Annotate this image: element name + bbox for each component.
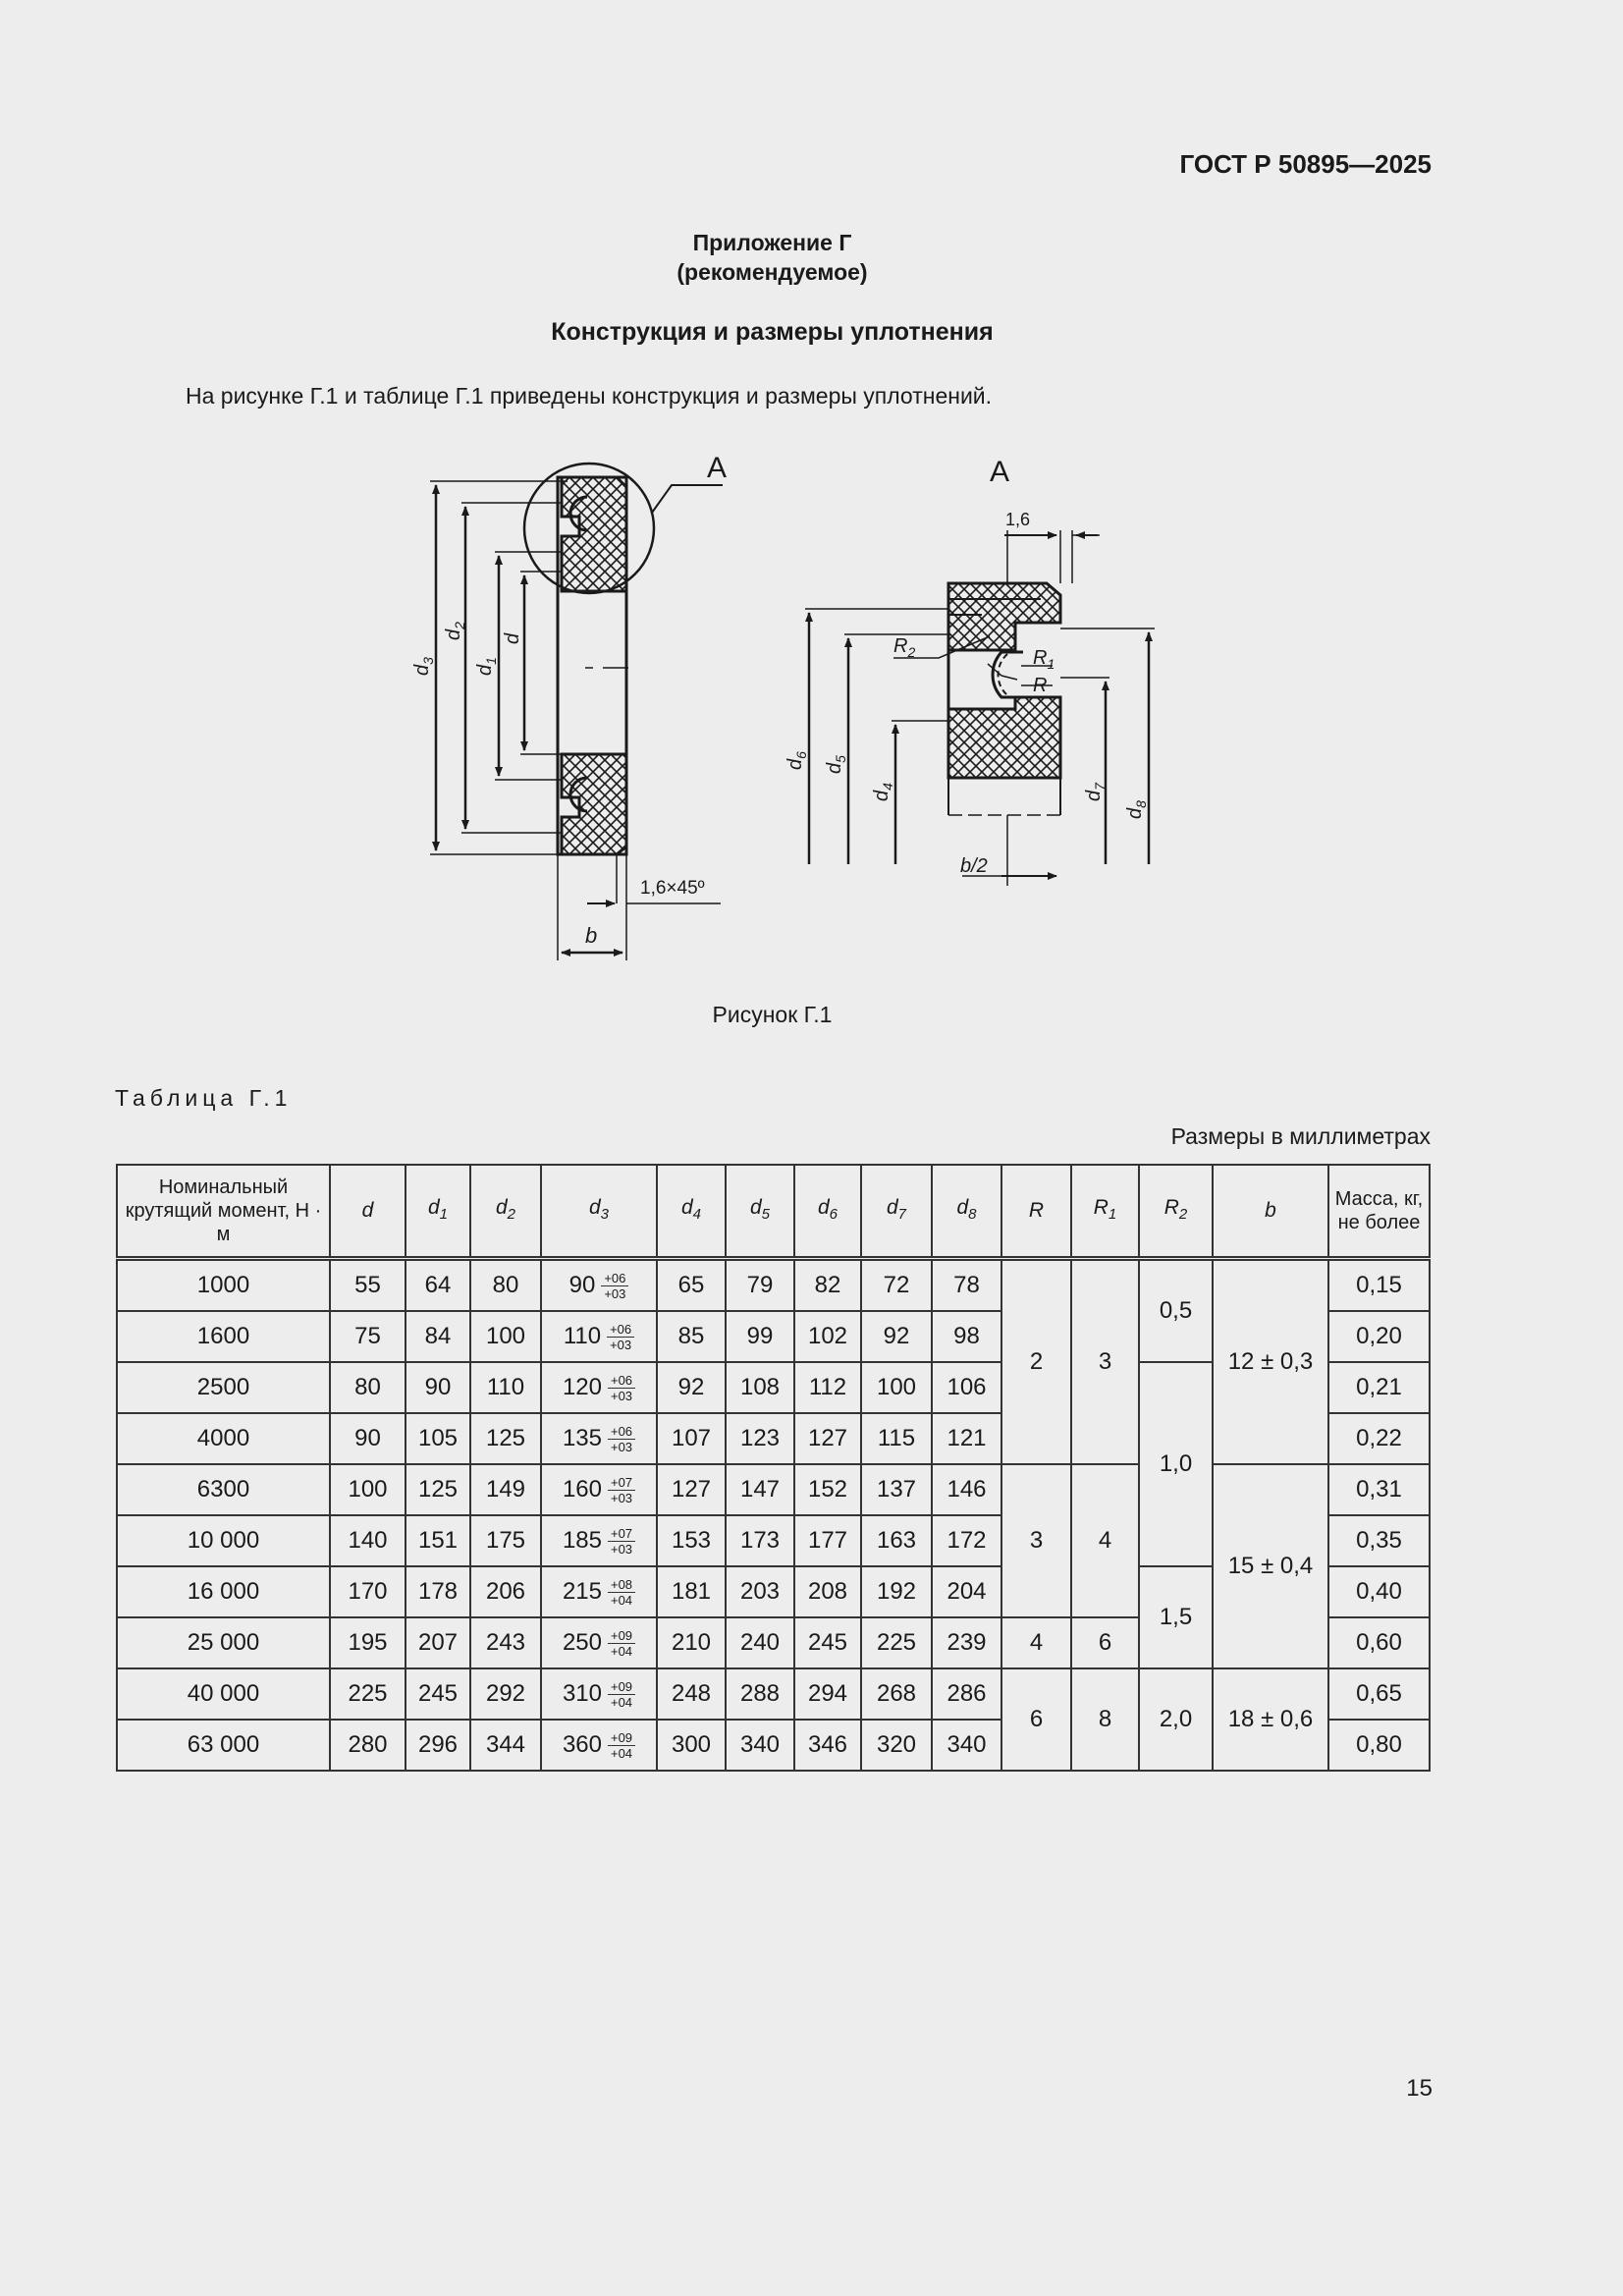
cell-mass: 0,60: [1328, 1617, 1430, 1668]
cell-d4: 127: [657, 1464, 726, 1515]
cell-d8: 286: [932, 1668, 1001, 1720]
cell-d5: 147: [726, 1464, 794, 1515]
cell-d: 195: [330, 1617, 406, 1668]
cell-r1-group-b: 4: [1071, 1464, 1139, 1617]
cell-d4: 107: [657, 1413, 726, 1464]
cell-d7: 137: [861, 1464, 932, 1515]
dim-d2: $d_2$: [443, 622, 467, 640]
cell-d8: 78: [932, 1259, 1001, 1312]
view-label-a-right: А: [990, 456, 1010, 488]
cell-d7: 100: [861, 1362, 932, 1413]
cell-d5: 240: [726, 1617, 794, 1668]
cell-mass: 0,20: [1328, 1311, 1430, 1362]
cell-d7: 72: [861, 1259, 932, 1312]
cell-mass: 0,21: [1328, 1362, 1430, 1413]
cell-d3: 110 $\frac{+06}{+03}$: [541, 1311, 657, 1362]
cell-d: 280: [330, 1720, 406, 1771]
cell-d6: 294: [794, 1668, 861, 1720]
cell-d2: 175: [470, 1515, 541, 1566]
dim-d5: $d_5$: [824, 755, 848, 774]
cell-mass: 0,22: [1328, 1413, 1430, 1464]
cell-d2: 344: [470, 1720, 541, 1771]
col-header-d2: $d_2$: [470, 1165, 541, 1259]
cell-d2: 80: [470, 1259, 541, 1312]
cell-d2: 206: [470, 1566, 541, 1617]
dim-b-half: b/2: [960, 855, 988, 877]
cell-d4: 85: [657, 1311, 726, 1362]
cell-d4: 300: [657, 1720, 726, 1771]
cell-d: 55: [330, 1259, 406, 1312]
label-r: R: [1033, 675, 1048, 696]
cell-d1: 125: [406, 1464, 470, 1515]
cell-d1: 245: [406, 1668, 470, 1720]
dim-d7: $d_7$: [1083, 783, 1108, 801]
dim-d6: $d_6$: [784, 751, 809, 770]
cell-d4: 65: [657, 1259, 726, 1312]
dim-d: d: [502, 632, 523, 644]
cell-d3: 360 $\frac{+09}{+04}$: [541, 1720, 657, 1771]
annex-title: Приложение Г: [692, 230, 852, 255]
cell-r-group-b: 3: [1001, 1464, 1071, 1617]
col-header-d1: $d_1$: [406, 1165, 470, 1259]
cell-d7: 115: [861, 1413, 932, 1464]
cell-torque: 1600: [117, 1311, 330, 1362]
cell-d5: 288: [726, 1668, 794, 1720]
cell-d2: 292: [470, 1668, 541, 1720]
cell-d8: 146: [932, 1464, 1001, 1515]
table-row: [117, 1464, 1430, 1515]
cell-d5: 340: [726, 1720, 794, 1771]
cell-mass: 0,80: [1328, 1720, 1430, 1771]
table-units-note: Размеры в миллиметрах: [1170, 1123, 1431, 1149]
cell-d4: 92: [657, 1362, 726, 1413]
col-header-d3: $d_3$: [541, 1165, 657, 1259]
cell-d3: 135 $\frac{+06}{+03}$: [541, 1413, 657, 1464]
cell-r-group-d: 6: [1001, 1668, 1071, 1771]
cell-d5: 203: [726, 1566, 794, 1617]
label-r2: $R_2$: [893, 635, 916, 660]
cell-d: 100: [330, 1464, 406, 1515]
cell-r1-group-c: 6: [1071, 1617, 1139, 1668]
cell-d1: 296: [406, 1720, 470, 1771]
cell-b-group-c: 18 ± 0,6: [1213, 1668, 1328, 1771]
view-label-a-left: А: [707, 452, 728, 484]
cell-d3: 160 $\frac{+07}{+03}$: [541, 1464, 657, 1515]
cell-d7: 225: [861, 1617, 932, 1668]
col-header-mass: Масса, кг, не более: [1328, 1165, 1430, 1259]
dim-d3: $d_3$: [411, 657, 436, 676]
cell-d7: 268: [861, 1668, 932, 1720]
cell-mass: 0,31: [1328, 1464, 1430, 1515]
cell-d: 170: [330, 1566, 406, 1617]
cell-d6: 82: [794, 1259, 861, 1312]
cell-d2: 125: [470, 1413, 541, 1464]
document-code: ГОСТ Р 50895—2025: [1179, 149, 1432, 179]
cell-r1-group-a: 3: [1071, 1259, 1139, 1465]
col-header-r: R: [1001, 1165, 1071, 1259]
annex-status: (рекомендуемое): [676, 259, 868, 285]
cell-d: 80: [330, 1362, 406, 1413]
cell-torque: 6300: [117, 1464, 330, 1515]
cell-r-group-a: 2: [1001, 1259, 1071, 1465]
cell-d1: 64: [406, 1259, 470, 1312]
cell-mass: 0,35: [1328, 1515, 1430, 1566]
seal-drawing: [393, 442, 1178, 972]
cell-torque: 4000: [117, 1413, 330, 1464]
cell-d2: 110: [470, 1362, 541, 1413]
cell-d4: 153: [657, 1515, 726, 1566]
section-title: Конструкция и размеры уплотнения: [551, 318, 994, 346]
cell-d6: 102: [794, 1311, 861, 1362]
cell-d8: 172: [932, 1515, 1001, 1566]
cell-r2-group-c: 1,5: [1139, 1566, 1213, 1668]
col-header-d6: $d_6$: [794, 1165, 861, 1259]
cell-d4: 210: [657, 1617, 726, 1668]
cell-d7: 163: [861, 1515, 932, 1566]
dim-1-6: 1,6: [1005, 510, 1031, 529]
col-header-d5: $d_5$: [726, 1165, 794, 1259]
cell-r2-group-d: 2,0: [1139, 1668, 1213, 1771]
cell-d3: 215 $\frac{+08}{+04}$: [541, 1566, 657, 1617]
figure-caption: Рисунок Г.1: [712, 1002, 833, 1027]
cell-torque: 1000: [117, 1259, 330, 1312]
cell-d3: 120 $\frac{+06}{+03}$: [541, 1362, 657, 1413]
cell-d8: 121: [932, 1413, 1001, 1464]
cell-mass: 0,40: [1328, 1566, 1430, 1617]
label-r1: $R_1$: [1033, 647, 1055, 672]
cell-d6: 177: [794, 1515, 861, 1566]
cell-d4: 181: [657, 1566, 726, 1617]
cell-d3: 250 $\frac{+09}{+04}$: [541, 1617, 657, 1668]
page-number: 15: [1406, 2075, 1433, 2102]
cell-d1: 178: [406, 1566, 470, 1617]
cell-d: 75: [330, 1311, 406, 1362]
cell-d5: 173: [726, 1515, 794, 1566]
col-header-d7: $d_7$: [861, 1165, 932, 1259]
cell-d8: 106: [932, 1362, 1001, 1413]
cell-torque: 63 000: [117, 1720, 330, 1771]
cell-d8: 204: [932, 1566, 1001, 1617]
table-row: [117, 1668, 1430, 1720]
table-row: [117, 1259, 1430, 1312]
cell-d6: 152: [794, 1464, 861, 1515]
cell-d6: 112: [794, 1362, 861, 1413]
col-header-d: d: [330, 1165, 406, 1259]
cell-d2: 100: [470, 1311, 541, 1362]
annex-heading: [0, 228, 1544, 287]
cell-d6: 245: [794, 1617, 861, 1668]
dim-d1: $d_1$: [474, 657, 499, 676]
col-header-torque: Номинальный крутящий момент, Н · м: [117, 1165, 330, 1259]
cell-d1: 207: [406, 1617, 470, 1668]
cell-mass: 0,15: [1328, 1259, 1430, 1312]
dimensions-table: [116, 1164, 1431, 1772]
right-view-detail-a: [805, 530, 1155, 886]
cell-torque: 10 000: [117, 1515, 330, 1566]
cell-d8: 239: [932, 1617, 1001, 1668]
dim-d4: $d_4$: [871, 783, 895, 801]
cell-d7: 192: [861, 1566, 932, 1617]
col-header-r1: $R_1$: [1071, 1165, 1139, 1259]
col-header-r2: $R_2$: [1139, 1165, 1213, 1259]
cell-torque: 40 000: [117, 1668, 330, 1720]
intro-paragraph: На рисунке Г.1 и таблице Г.1 приведены конструкция и размеры уплотнений.: [186, 383, 993, 409]
cell-d4: 248: [657, 1668, 726, 1720]
figure-g1: [393, 442, 1178, 977]
cell-d8: 98: [932, 1311, 1001, 1362]
cell-d: 90: [330, 1413, 406, 1464]
cell-d1: 90: [406, 1362, 470, 1413]
cell-d7: 320: [861, 1720, 932, 1771]
cell-d6: 127: [794, 1413, 861, 1464]
cell-r-group-c: 4: [1001, 1617, 1071, 1668]
cell-d1: 151: [406, 1515, 470, 1566]
col-header-d4: $d_4$: [657, 1165, 726, 1259]
col-header-d8: $d_8$: [932, 1165, 1001, 1259]
cell-d6: 208: [794, 1566, 861, 1617]
cell-d1: 84: [406, 1311, 470, 1362]
cell-torque: 2500: [117, 1362, 330, 1413]
cell-d3: 185 $\frac{+07}{+03}$: [541, 1515, 657, 1566]
cell-d2: 149: [470, 1464, 541, 1515]
cell-torque: 16 000: [117, 1566, 330, 1617]
cell-d5: 79: [726, 1259, 794, 1312]
cell-d3: 90 $\frac{+06}{+03}$: [541, 1259, 657, 1312]
cell-d1: 105: [406, 1413, 470, 1464]
cell-torque: 25 000: [117, 1617, 330, 1668]
cell-d: 225: [330, 1668, 406, 1720]
cell-mass: 0,65: [1328, 1668, 1430, 1720]
cell-d2: 243: [470, 1617, 541, 1668]
dim-d8: $d_8$: [1124, 800, 1149, 819]
table-label: Таблица Г.1: [115, 1085, 293, 1111]
dim-chamfer: 1,6×45º: [640, 878, 705, 899]
cell-d7: 92: [861, 1311, 932, 1362]
cell-b-group-b: 15 ± 0,4: [1213, 1464, 1328, 1668]
dim-b: b: [585, 923, 598, 948]
cell-d8: 340: [932, 1720, 1001, 1771]
cell-d5: 99: [726, 1311, 794, 1362]
table-header-row: [117, 1165, 1430, 1259]
col-header-b: b: [1213, 1165, 1328, 1259]
cell-r2-group-b: 1,0: [1139, 1362, 1213, 1566]
cell-r2-group-a: 0,5: [1139, 1259, 1213, 1363]
cell-d3: 310 $\frac{+09}{+04}$: [541, 1668, 657, 1720]
cell-b-group-a: 12 ± 0,3: [1213, 1259, 1328, 1465]
cell-d: 140: [330, 1515, 406, 1566]
cell-d6: 346: [794, 1720, 861, 1771]
cell-d5: 123: [726, 1413, 794, 1464]
cell-d5: 108: [726, 1362, 794, 1413]
cell-r1-group-d: 8: [1071, 1668, 1139, 1771]
